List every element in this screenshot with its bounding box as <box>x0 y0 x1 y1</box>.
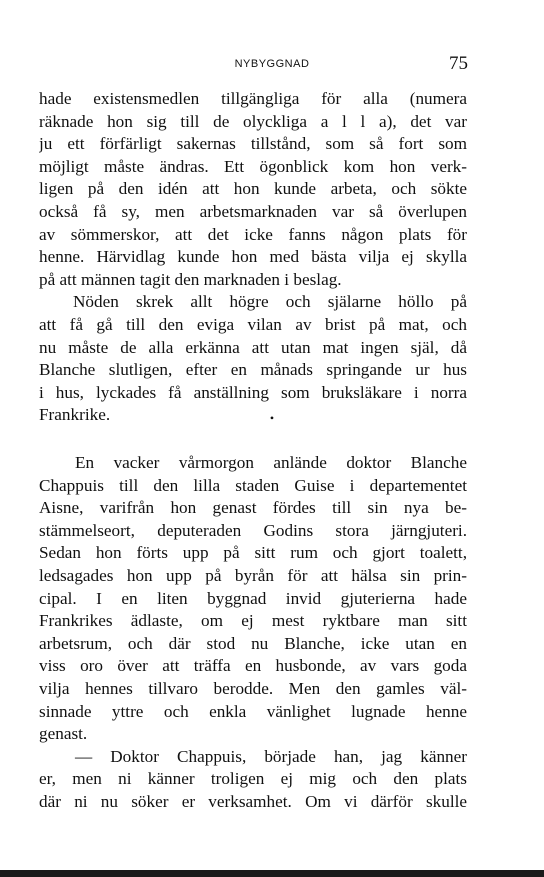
text-line: nu måste de alla erkänna att utan mat ingen själ, då <box>39 337 467 357</box>
text-line: sinnade yttre och enkla vänlighet lugnade henne <box>39 701 467 721</box>
text-line: ledsagades hon upp på byrån för att hälsa sin prin- <box>39 565 467 585</box>
text-line: — Doktor Chappuis, började han, jag känner <box>75 746 467 766</box>
text-line: Aisne, varifrån hon genast fördes till sin nya be- <box>39 498 467 518</box>
text-line: hade existensmedlen tillgängliga för alla (numera <box>39 89 467 108</box>
text-line: genast. <box>39 724 88 744</box>
text-line: vilja hennes tillvaro berodde. Men den gamles väl- <box>39 678 467 698</box>
section-separator-mark: • <box>269 411 275 425</box>
text-line: också få sy, men arbetsmarknaden var så överlupen <box>39 201 467 221</box>
body-text-section-2 <box>39 452 467 814</box>
text-line: Nöden skrek allt högre och själarne höllo på <box>73 292 467 312</box>
text-line: er, men ni känner troligen ej mig och den plats <box>39 769 467 789</box>
text-line: ligen på den idén att hon kunde arbeta, och sökte <box>39 179 467 199</box>
text-line: att få gå till den eviga vilan av brist på mat, och <box>39 314 467 334</box>
text-line: Frankrike. <box>39 405 111 425</box>
text-line: räknade hon sig till de olyckliga a l l a), det var <box>39 111 467 131</box>
text-line: cipal. I en liten byggnad invid gjuterierna hade <box>39 588 467 608</box>
text-line: arbetsrum, och där stod nu Blanche, icke utan en <box>39 633 467 653</box>
text-line: Frankrikes ädlaste, om ej mest ryktbare man sitt <box>39 611 467 631</box>
text-line: på att männen tagit den marknaden i beslag. <box>39 269 342 289</box>
text-line: av sömmerskor, att det icke fanns någon plats för <box>39 224 467 244</box>
text-line: möjligt måste ändras. Ett ögonblick kom hon verk- <box>39 156 467 176</box>
text-line: Chappuis till den lilla staden Guise i departementet <box>39 475 467 495</box>
text-line: ju ett förfärligt sakernas tillstånd, som så fort som <box>39 134 467 154</box>
text-line: stämmelseort, deputeraden Godins stora järngjuteri. <box>39 520 467 540</box>
text-line: i hus, lyckades få anställning som bruksläkare i norra <box>39 382 467 402</box>
body-text-section-1 <box>39 88 467 427</box>
text-line: viss oro över att träffa en husbonde, av vars goda <box>39 656 467 676</box>
text-line: Sedan hon förts upp på sitt rum och gjort toalett, <box>39 543 467 563</box>
text-line: Blanche slutligen, efter en månads springande ur hus <box>39 360 467 380</box>
page-number: 75 <box>449 53 468 74</box>
text-line: där ni nu söker er verksamhet. Om vi därför skulle <box>39 791 467 811</box>
text-line: henne. Härvidlag kunde hon med bästa vilja ej skylla <box>39 247 467 267</box>
text-line: En vacker vårmorgon anlände doktor Blanche <box>75 453 467 472</box>
running-header-title: NYBYGGNAD <box>234 58 310 70</box>
page-bottom-edge <box>0 870 544 877</box>
